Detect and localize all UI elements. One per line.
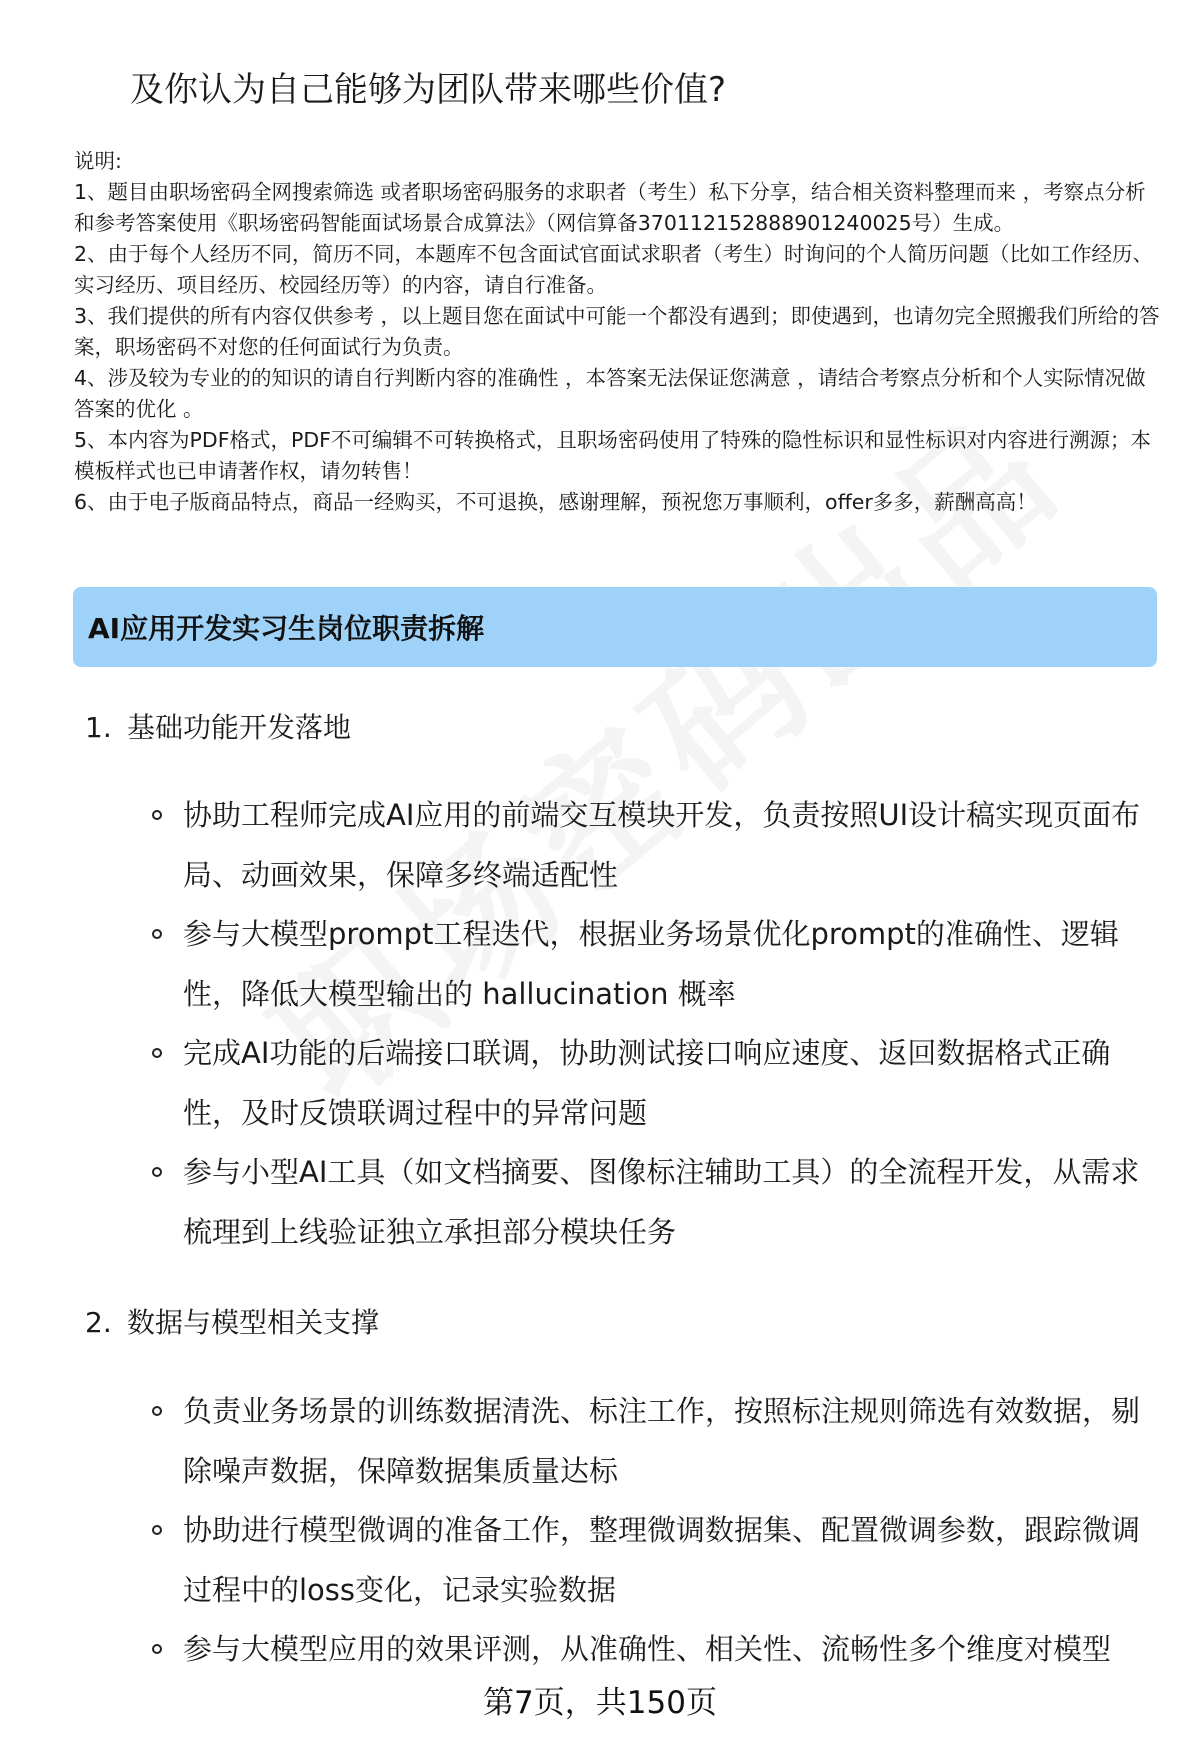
group-1-bullets <box>150 786 1160 1262</box>
hollow-bullet-icon <box>152 1644 162 1654</box>
group-number: 1. <box>85 711 112 744</box>
note-item: 2、由于每个人经历不同，简历不同，本题库不包含面试官面试求职者（考生）时询问的个人简历问题（比如工作经历、实习经历、项目经历、校园经历等）的内容，请自行准备。 <box>74 242 1154 297</box>
note-item: 3、我们提供的所有内容仅供参考 ，以上题目您在面试中可能一个都没有遇到；即使遇到，也请勿完全照搬我们所给的答案，职场密码不对您的任何面试行为负责。 <box>74 304 1160 359</box>
list-item <box>150 1501 1160 1620</box>
hollow-bullet-icon <box>152 929 162 939</box>
group-title: 数据与模型相关支撑 <box>127 1306 380 1339</box>
notes-block <box>74 146 1162 518</box>
group-heading <box>85 706 351 746</box>
list-item-text: 参与小型AI工具（如文档摘要、图像标注辅助工具）的全流程开发，从需求梳理到上线验证独立承担部分模块任务 <box>183 1155 1140 1249</box>
list-item <box>150 786 1160 905</box>
list-item-text: 参与大模型prompt工程迭代，根据业务场景优化prompt的准确性、逻辑性，降低大模型输出的 hallucination 概率 <box>183 917 1119 1011</box>
page-footer: 第7页，共150页 <box>483 1685 717 1721</box>
list-item-text: 完成AI功能的后端接口联调，协助测试接口响应速度、返回数据格式正确性，及时反馈联调过程中的异常问题 <box>183 1036 1111 1130</box>
list-item <box>150 1024 1160 1143</box>
group-heading <box>85 1301 379 1341</box>
section-banner <box>73 587 1157 667</box>
list-item-text: 协助进行模型微调的准备工作，整理微调数据集、配置微调参数，跟踪微调过程中的loss变化，记录实验数据 <box>183 1513 1141 1607</box>
list-item <box>150 905 1160 1024</box>
note-item: 6、由于电子版商品特点，商品一经购买，不可退换，感谢理解，预祝您万事顺利，offer多多，薪酬高高！ <box>74 490 1037 514</box>
list-item-text: 负责业务场景的训练数据清洗、标注工作，按照标注规则筛选有效数据，剔除噪声数据，保障数据集质量达标 <box>183 1394 1141 1488</box>
group-title: 基础功能开发落地 <box>127 711 352 744</box>
list-item-text: 协助工程师完成AI应用的前端交互模块开发，负责按照UI设计稿实现页面布局、动画效果，保障多终端适配性 <box>183 798 1141 892</box>
notes-title: 说明: <box>74 149 122 173</box>
list-item <box>150 1143 1160 1262</box>
note-item: 1、题目由职场密码全网搜索筛选 或者职场密码服务的求职者（考生）私下分享，结合相关资料整理而来 ，考察点分析和参考答案使用《职场密码智能面试场景合成算法》（网信算备370112152888901240025号）生成。 <box>74 180 1146 235</box>
section-title: AI应用开发实习生岗位职责拆解 <box>88 612 485 645</box>
group-2-bullets <box>150 1382 1160 1680</box>
group-number: 2. <box>85 1306 112 1339</box>
list-item-text: 参与大模型应用的效果评测，从准确性、相关性、流畅性多个维度对模型 <box>183 1632 1112 1666</box>
list-item <box>150 1620 1160 1680</box>
note-item: 4、涉及较为专业的的知识的请自行判断内容的准确性 ，本答案无法保证您满意 ，请结合考察点分析和个人实际情况做答案的优化 。 <box>74 366 1146 421</box>
note-item: 5、本内容为PDF格式，PDF不可编辑不可转换格式，且职场密码使用了特殊的隐性标识和显性标识对内容进行溯源；本模板样式也已申请著作权，请勿转售！ <box>74 428 1151 483</box>
list-item <box>150 1382 1160 1501</box>
hollow-bullet-icon <box>152 1048 162 1058</box>
hollow-bullet-icon <box>152 1167 162 1177</box>
hollow-bullet-icon <box>152 810 162 820</box>
question-tail: 及你认为自己能够为团队带来哪些价值? <box>130 70 727 110</box>
hollow-bullet-icon <box>152 1525 162 1535</box>
hollow-bullet-icon <box>152 1406 162 1416</box>
